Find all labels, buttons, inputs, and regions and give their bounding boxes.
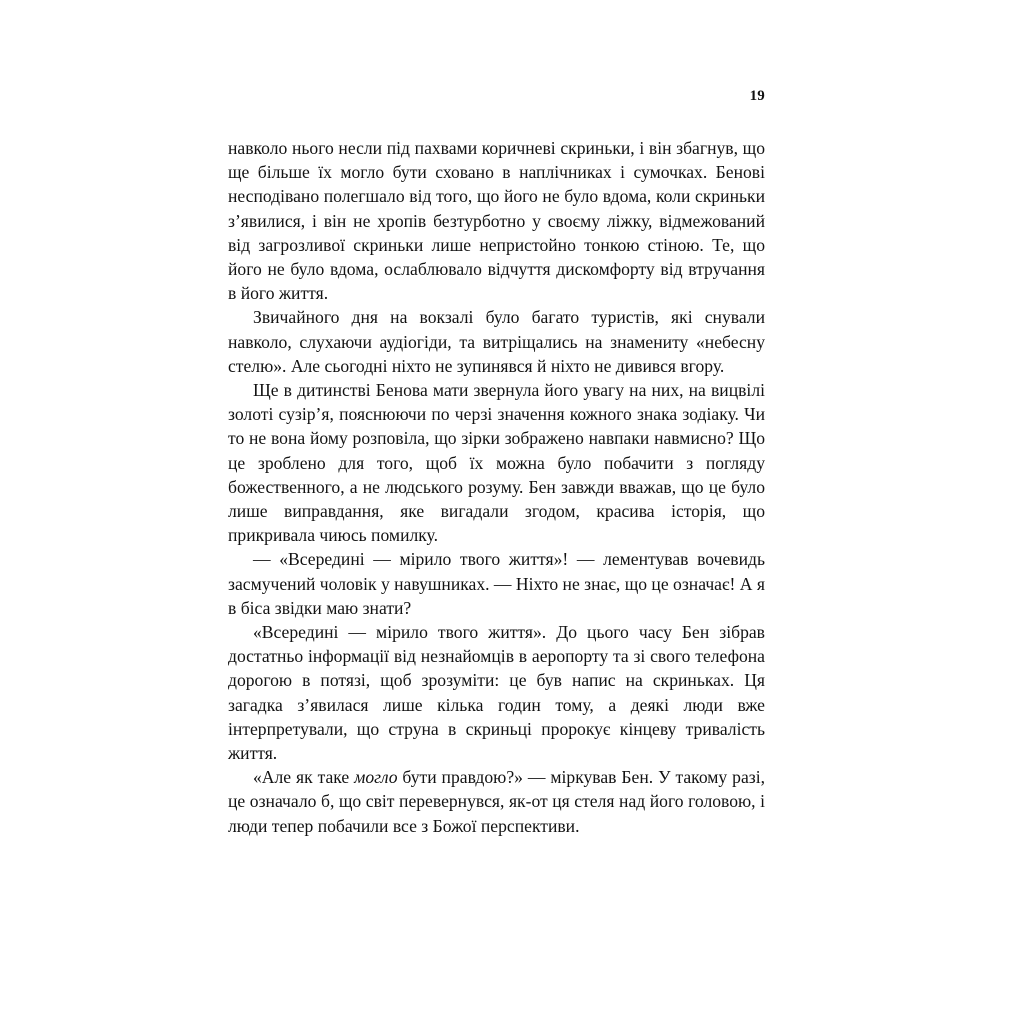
paragraph: Ще в дитинстві Бенова мати звернула його увагу на них, на вицвілі золоті сузір’я, пояснюючи по черзі значення кожного знака зодіаку. Чи то не вона йому розповіла, що зірки зображено навпаки навмисно? Що це зроблено для того, щоб їх можна було побачити з погляду божественного, а не людського розуму. Бен завжди вважав, що це було лише виправдання, яке вигадали згодом, красива історія, що прикривала чиюсь помилку. [228,380,765,546]
paragraph-with-emphasis [228,765,765,838]
paragraph-segment: «Але як таке [253,767,355,788]
emphasis-word: могло [354,767,398,788]
paragraph: «Всередині — мірило твого життя». До цього часу Бен зібрав достатньо інформації від незнайомців в аеропорту та зі свого телефона дорогою в потязі, щоб зрозуміти: це був напис на скриньках. Ця загадка з’явилася лише кілька годин тому, а деякі люди вже інтерпретували, що струна в скриньці пророкує кінцеву тривалість життя. [228,622,765,764]
paragraph-dialogue: — «Всередині — мірило твого життя»! — лементував вочевидь засмучений чоловік у навушниках. — Ніхто не знає, що це означає! А я в біса звідки маю знати? [228,549,765,618]
paragraph: навколо нього несли під пахвами коричневі скриньки, і він збагнув, що ще більше їх могло бути сховано в наплічниках і сумочках. Бенові несподівано полегшало від того, що його не було вдома, коли скриньки з’явилися, і він не хропів безтурботно у своєму ліжку, відмежований від загрозливої скриньки лише непристойно тонкою стіною. Те, що його не було вдома, ослаблювало відчуття дискомфорту від втручання в його життя. [228,138,765,304]
page-number: 19 [749,88,765,104]
paragraph: Звичайного дня на вокзалі було багато туристів, які снували навколо, слухаючи аудіогіди, та витріщались на знамениту «небесну стелю». Але сьогодні ніхто не зупинявся й ніхто не дивився вгору. [228,307,765,376]
paragraph-segment: бути правдою?» — міркував Бен. У такому разі, це означало б, що світ перевернувся, як-от ця стеля над його головою, і люди тепер побачили все з Божої перспективи. [228,767,765,836]
body-text-block [228,136,765,838]
